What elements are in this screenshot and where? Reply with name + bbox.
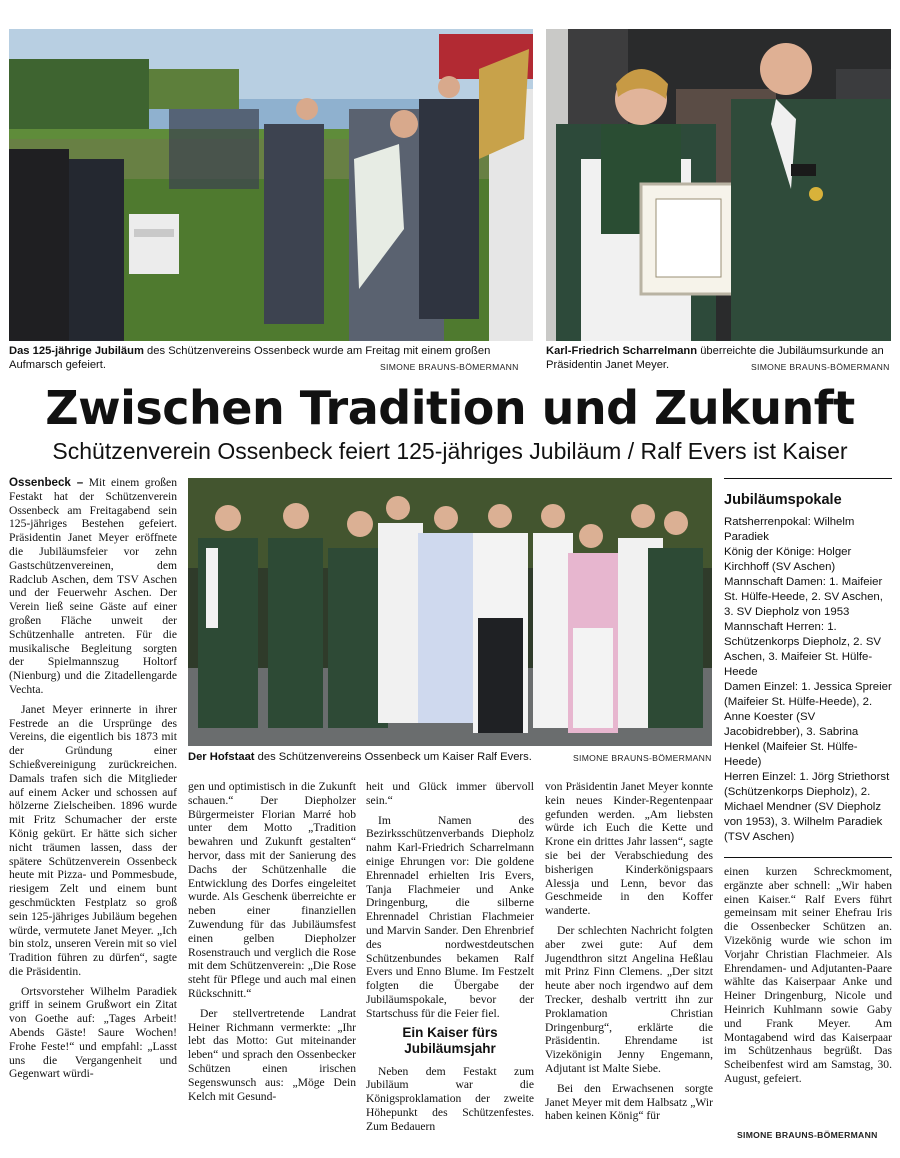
paragraph: Janet Meyer erinnerte in ihrer Festrede an die Ursprünge des Vereins, die eigentlich bis 1873 mit der Gründung einer Schießvereinigung zurückreichen. Damals trafen sich die Mitglieder auf einem Acker und schossen auf hölzerne Zielscheiben. 1896 wurde mit Fritz Schumacher der erste König gekürt. Er hätte sich sicher nicht träumen lassen, dass der spätere Schützenverein Ossenbeck heute mit Pizza- und Pommesbude, riesigem Zelt und einem bunt geschmückten Festplatz so groß sein 125-jähriges Jubiläum begehen würde, vermutete Janet Meyer. „Ich bin stolz, unseren Verein mit so viel Tradition führen zu dürfen“, sagte die Präsidentin. [9,702,177,978]
photo-certificate-handover [546,29,891,341]
photo-court-caption: Der Hofstaat des Schützenvereins Ossenbeck um Kaiser Ralf Evers. [188,751,532,763]
paragraph: heit und Glück immer übervoll sein.“ [366,780,534,807]
section-subheading: Ein Kaiser fürs Jubiläumsjahr [402,1024,498,1056]
article-column-4 [545,780,713,1123]
sidebar-title: Jubiläumspokale [724,492,842,508]
photo-certificate-caption: Karl-Friedrich Scharrelmann überreichte die Jubiläumsurkunde an Präsidentin Janet Meyer. [546,345,884,371]
result-line: Herren Einzel: 1. Jörg Striethorst (Schützenkorps Diepholz), 2. Michael Mendner (SV Diepholz von 1953), 3. Wilhelm Paradiek (TSV Aschen) [724,771,890,843]
paragraph: einen kurzen Schreckmoment, ergänzte aber schnell: „Wir haben einen Kaiser.“ Ralf Evers führt gemeinsam mit seiner Ehefrau Iris die Ossenbecker Schützen an. Vizekönig wurde wie schon im Vorjahr Christian Flachmeier. Als Ehrendamen- und Adjutanten-Paare wählte das Kaiserpaar Anke und Heiner Dringenburg, Nicole und Heinrich Kuhlmann sowie Gaby und Frank Meyer. Am Montagabend wird das Kaiserpaar im Schützenhaus begrüßt. Das Scheibenfest wird am Samstag, 30. August, gefeiert. [724,865,892,1085]
sidebar-results [724,515,892,845]
photo-parade [9,29,533,341]
dateline: Ossenbeck – [9,476,84,489]
paragraph: Bei den Erwachsenen sorgte Janet Meyer mit dem Halbsatz „Wir haben keinen König“ für [545,1081,713,1123]
result-line: Damen Einzel: 1. Jessica Spreier (Maifeier St. Hülfe-Heede), 2. Anne Koester (SV Jacobidrebber), 3. Sabrina Henkel (Maifeier St. Hülfe-Heede) [724,681,892,768]
result-line: Ratsherrenpokal: Wilhelm Paradiek [724,516,855,543]
result-line: Mannschaft Damen: 1. Maifeier St. Hülfe-Heede, 2. SV Aschen, 3. SV Diepholz von 1953 [724,576,883,618]
paragraph: Der schlechten Nachricht folgten aber zwei gute: Auf dem Jugendthron sitzt Angelina Heßlau mit Prinz Finn Clemens. „Der sitzt heute aber noch irgendwo auf dem Trecker, deshalb vertritt ihn zur Proklamation Christian Dringenburg“, erklärte die Präsidentin. Ehrendame ist Vizekönigin Jenny Engemann, Adjutant ist Malte Siebe. [545,923,713,1075]
paragraph: von Präsidentin Janet Meyer konnte kein neues Kinder-Regentenpaar gefunden werden. „Am liebsten würde ich Euch die Kette und Krone ein drittes Jahr lassen“, sagte sie bei der Verabschiedung des bisherigen Kinderkönigspaars Alessja und Lenn, bevor das Geschmeide in den Koffer wanderte. [545,780,713,918]
paragraph: gen und optimistisch in die Zukunft schauen.“ Der Diepholzer Bürgermeister Florian Marré hob unter dem Motto „Tradition bewahren und Zukunft gestalten“ hervor, dass mit der Sanierung des Dachs der Schützenhalle die Entwicklung des Dorfes eingeleitet wurde. Als Geschenk überreichte er neben einer finanziellen Zuwendung für das Jubiläumsfest einen gelben Diepholzer Rosenstrauch und verglich die Rose mit dem Schützenverein: „Die Rose steht für Pflege und auch mal einen Rückschnitt.“ [188,780,356,1000]
paragraph: Mit einem großen Festakt hat der Schützenverein Ossenbeck am Freitagabend sein 125-jähriges Bestehen gefeiert. Präsidentin Janet Meyer eröffnete die Jubiläumsfeier vor zehn Gastschützenvereinen, dem Radclub Aschen, dem TSV Aschen und der Feuerwehr Aschen. Der Verein ließ seine Gäste auf einer großen Fläche unweit der Schützenhalle antreten. Für die musikalische Begleitung sorgten der Spielmannszug Holtorf (Nienburg) und die Zitadellengarde Vechta. [9,476,178,696]
sidebar-bottom-rule [724,857,892,858]
photo-court-group [188,478,712,746]
paragraph: Im Namen des Bezirksschützenverbands Diepholz nahm Karl-Friedrich Scharrelmann einige Ehrungen vor: Die goldene Ehrennadel erhielten Iris Evers, Tanja Flachmeier und Anke Dringenburg, die silberne Ehrennadel Christian Flachmeier und Marvin Sander. Den Ehrenbrief des nordwestdeutschen Schützenbundes bekamen Ralf Evers und Enno Blume. Im Festzelt folgten die Übergabe der Jubiläumspokale, bevor der Startschuss für die Feier fiel. [366,813,534,1020]
article-credit: SIMONE BRAUNS-BÖMERMANN [737,1130,878,1140]
sidebar-jubilee-trophies [724,478,892,858]
article-column-1 [9,476,177,1081]
paragraph: Ortsvorsteher Wilhelm Paradiek griff in seinem Grußwort ein Zitat von Goethe auf: „Tages Arbeit! Abends Gäste! Saure Wochen! Frohe Feste!“ und empfahl: „Lasst uns die Vergangenheit und Gegenwart würdi- [9,984,177,1081]
headline: Zwischen Tradition und Zukunft [45,381,855,435]
photo-parade-credit: SIMONE BRAUNS-BÖMERMANN [380,362,519,372]
result-line: König der Könige: Holger Kirchhoff (SV Aschen) [724,546,852,573]
paragraph: Der stellvertretende Landrat Heiner Richmann vermerkte: „Ihr lebt das Motto: Gut miteinander leben“ und sprach den Ossenbecker Schützen einen irischen Segenswunsch aus: „Möge Dein Kelch mit Gesund- [188,1006,356,1103]
result-line: Mannschaft Herren: 1. Schützenkorps Diepholz, 2. SV Aschen, 3. Maifeier St. Hülfe-Heede [724,621,882,678]
article-column-5 [724,865,892,1086]
photo-parade-caption: Das 125-jährige Jubiläum des Schützenvereins Ossenbeck wurde am Freitag mit einem großen Aufmarsch gefeiert. [9,345,491,371]
article-column-3 [366,780,534,1134]
photo-certificate-credit: SIMONE BRAUNS-BÖMERMANN [751,362,890,372]
sidebar-top-rule [724,478,892,479]
subheadline: Schützenverein Ossenbeck feiert 125-jähriges Jubiläum / Ralf Evers ist Kaiser [52,438,848,464]
article-column-2 [188,780,356,1103]
paragraph: Neben dem Festakt zum Jubiläum war die Königsproklamation der zweite Höhepunkt des Schützenfestes. Zum Bedauern [366,1064,534,1133]
photo-court-credit: SIMONE BRAUNS-BÖMERMANN [573,753,712,763]
